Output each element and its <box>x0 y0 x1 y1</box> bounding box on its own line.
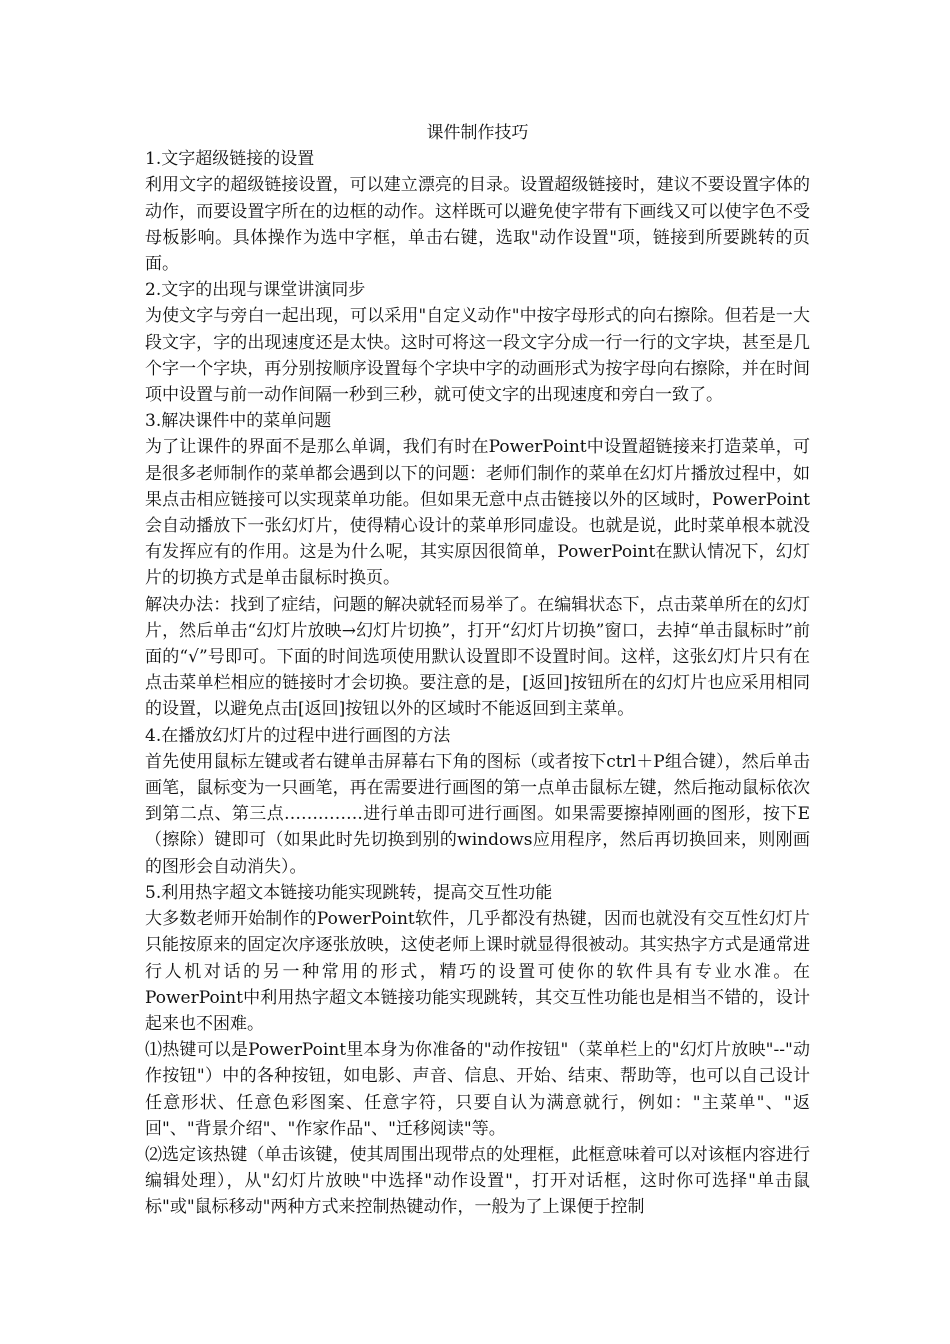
paragraph: 大多数老师开始制作的PowerPoint软件，几乎都没有热键，因而也就没有交互性幻灯片只能按原来的固定次序逐张放映，这使老师上课时就显得很被动。其实热字方式是通常进行人机对话的另一种常用的形式，精巧的设置可使你的软件具有专业水准。在PowerPoint中利用热字超文本链接功能实现跳转，其交互性功能也是相当不错的，设计起来也不困难。 <box>145 909 810 1034</box>
paragraph: ⑴热键可以是PowerPoint里本身为你准备的"动作按钮"（菜单栏上的"幻灯片放映"--"动作按钮"）中的各种按钮，如电影、声音、信息、开始、结束、帮助等，也可以自己设计任意形状、任意色彩图案、任意字符，只要自认为满意就行，例如："主菜单"、"返回"、"背景介绍"、"作家作品"、"迁移阅读"等。 <box>145 1040 810 1139</box>
paragraph: ⑵选定该热键（单击该键，使其周围出现带点的处理框，此框意味着可以对该框内容进行编辑处理），从"幻灯片放映"中选择"动作设置"，打开对话框，这时你可选择"单击鼠标"或"鼠标移动"两种方式来控制热键动作，一般为了上课便于控制 <box>145 1144 810 1218</box>
section-heading-1: 1.文字超级链接的设置 <box>145 149 315 170</box>
document-title: 课件制作技巧 <box>426 123 529 143</box>
paragraph: 为了让课件的界面不是那么单调，我们有时在PowerPoint中设置超链接来打造菜单，可是很多老师制作的菜单都会遇到以下的问题：老师们制作的菜单在幻灯片播放过程中，如果点击相应链接可以实现菜单功能。但如果无意中点击链接以外的区域时，PowerPoint会自动播放下一张幻灯片，使得精心设计的菜单形同虚设。也就是说，此时菜单根本就没有发挥应有的作用。这是为什么呢，其实原因很简单，PowerPoint在默认情况下，幻灯片的切换方式是单击鼠标时换页。 <box>145 437 810 589</box>
paragraph: 为使文字与旁白一起出现，可以采用"自定义动作"中按字母形式的向右擦除。但若是一大段文字，字的出现速度还是太快。这时可将这一段文字分成一行一行的文字块，甚至是几个字一个字块，再分别按顺序设置每个字块中字的动画形式为按字母向右擦除，并在时间项中设置与前一动作间隔一秒到三秒，就可使文字的出现速度和旁白一致了。 <box>145 306 810 406</box>
section-heading-5: 5.利用热字超文本链接功能实现跳转，提高交互性功能 <box>145 882 553 903</box>
section-heading-2: 2.文字的出现与课堂讲演同步 <box>145 280 366 301</box>
paragraph: 解决办法：找到了症结，问题的解决就轻而易举了。在编辑状态下，点击菜单所在的幻灯片，然后单击“幻灯片放映→幻灯片切换”，打开“幻灯片切换”窗口，去掉“单击鼠标时”前面的“√”号即可。下面的时间选项使用默认设置即不设置时间。这样，这张幻灯片只有在点击菜单栏相应的链接时才会切换。要注意的是，[返回]按钮所在的幻灯片也应采用相同的设置，以避免点击[返回]按钮以外的区域时不能返回到主菜单。 <box>145 594 810 720</box>
section-heading-3: 3.解决课件中的菜单问题 <box>145 411 332 432</box>
paragraph: 首先使用鼠标左键或者右键单击屏幕右下角的图标（或者按下ctrl＋P组合键），然后单击画笔，鼠标变为一只画笔，再在需要进行画图的第一点单击鼠标左键，然后拖动鼠标依次到第二点、第三点…….…….进行单击即可进行画图。如果需要擦掉刚画的图形，按下E（擦除）键即可（如果此时先切换到别的windows应用程序，然后再切换回来，则刚画的图形会自动消失）。 <box>145 751 810 877</box>
section-heading-4: 4.在播放幻灯片的过程中进行画图的方法 <box>145 725 451 746</box>
document-page <box>145 120 810 1221</box>
paragraph: 利用文字的超级链接设置，可以建立漂亮的目录。设置超级链接时，建议不要设置字体的动作，而要设置字所在的边框的动作。这样既可以避免使字带有下画线又可以使字色不受母板影响。具体操作为选中字框，单击右键，选取"动作设置"项，链接到所要跳转的页面。 <box>145 175 810 275</box>
